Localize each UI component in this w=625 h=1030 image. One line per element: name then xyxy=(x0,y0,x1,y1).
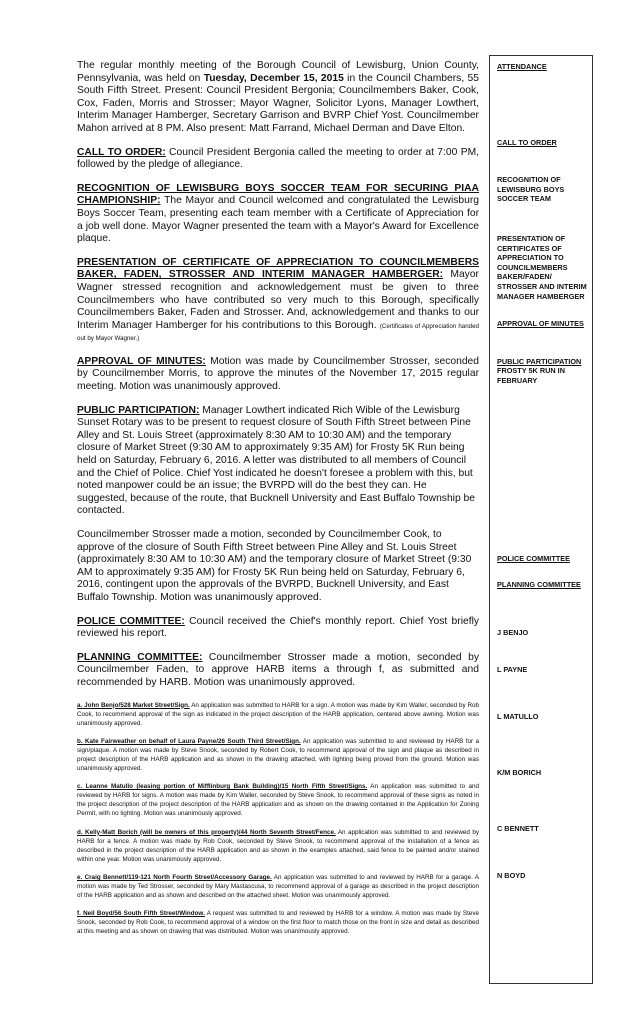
margin-label-attendance: ATTENDANCE xyxy=(497,62,547,71)
margin-label-public-participation: PUBLIC PARTICIPATION FROSTY 5K RUN IN FEBRUARY xyxy=(497,356,582,385)
meeting-date: Tuesday, December 15, 2015 xyxy=(203,72,344,84)
harb-item-d: d. Kelly-Matt Borich (will be owners of this property)/44 North Seventh Street/Fence. An application was submitted to and reviewed by HARB for a fence. A motion was made by Rob Cook, seconded by Steve Snook, to recommend approval of the installation of a fence as described in the project description of the HARB application and as shown in the examples attached, said fence to be painted and/or stained within one year. Motion was unanimously approved. xyxy=(77,828,479,863)
margin-label-planning: PLANNING COMMITTEE xyxy=(497,580,581,590)
margin-label-recognition: RECOGNITION OF LEWISBURG BOYS SOCCER TEAM xyxy=(497,175,565,204)
harb-item-f: f. Neil Boyd/56 South Fifth Street/Window. A request was submitted to and reviewed by HARB for a window. A motion was made by Steve Snook, seconded by Rob Cook, to recommend approval of a window on the first floor to match those on the front in size and detail as described at this meeting and as shown on drawing that was distributed. Motion was unanimously approved. xyxy=(77,910,479,936)
margin-label-payne: L PAYNE xyxy=(497,665,528,675)
margin-label-presentation: PRESENTATION OF CERTIFICATES OF APPRECIATION TO COUNCILMEMBERS BAKER/FADEN/ STROSSER AND INTERIM MANAGER HAMBERGER xyxy=(497,233,587,301)
section-heading: PRESENTATION OF CERTIFICATE OF APPRECIATION TO COUNCILMEMBERS BAKER, FADEN, STROSSER AND INTERIM MANAGER HAMBERGER: xyxy=(77,256,479,281)
harb-item-heading: a. John Benjo/528 Market Street/Sign. xyxy=(77,701,190,709)
harb-item-b: b. Kate Fairweather on behalf of Laura Payne/26 South Third Street/Sign. An application was submitted to and reviewed by HARB for a sign/plaque. A motion was made by Steve Snook, seconded by Robert Cook, to recommend approval of the sign and plaque as described in project description of the HARB application and as shown in the drawing attached, with lighting being proved from the ground. Motion was unanimously approved. xyxy=(77,737,479,773)
planning-committee-paragraph: PLANNING COMMITTEE: Councilmember Strosser made a motion, seconded by Councilmember Faden, to approve HARB items a through f, as submitted and recommended by HARB. Motion was unanimously approved. xyxy=(77,651,479,688)
section-heading: POLICE COMMITTEE: xyxy=(77,615,185,627)
harb-item-e: e. Craig Bennett/119-121 North Fourth Street/Accessory Garage. An application was submitted to and reviewed by HARB for a garage. A motion was made by Ted Strosser, seconded by Mary Mastascusa, to recommend approval of a garage as described in the project description of the HARB application and as shown and described on the attached sheet. Motion was unanimously approved. xyxy=(77,873,480,900)
section-heading: RECOGNITION OF LEWISBURG BOYS SOCCER TEAM FOR SECURING PIAA CHAMPIONSHIP: xyxy=(77,182,479,207)
harb-item-heading: f. Neil Boyd/56 South Fifth Street/Window. xyxy=(77,910,205,918)
frosty-motion-paragraph: Councilmember Strosser made a motion, seconded by Councilmember Cook, to approve of the closure of South Fifth Street between Pine Alley and St. Louis Street (approximately 8:30 AM to 10:30 AM) and the temporary closure of Market Street (9:30 AM to approximately 9:35 AM) for Frosty 5K Run being held on Saturday, February 6, 2016, contingent upon the approvals of the BVRPD, Bucknell University, and East Buffalo Township. Motion was unanimously approved. xyxy=(77,529,472,603)
harb-item-heading: c. Leanne Matullo (leasing portion of Mifflinburg Bank Building)/15 North Fifth Street/Signs. xyxy=(77,783,368,791)
certificates-note: (Certificates of Appreciation handed out by Mayor Wagner.) xyxy=(77,322,479,343)
presentation-paragraph: PRESENTATION OF CERTIFICATE OF APPRECIATION TO COUNCILMEMBERS BAKER, FADEN, STROSSER AND INTERIM MANAGER HAMBERGER: Mayor Wagner stressed recognition and acknowledgement must be given to three Councilmembers who have contributed so very much to this Borough, specifically Councilmembers Baker, Faden and Strosser. And, acknowledgement and thanks to our Interim Manager Hamberger for his contributions to this Borough. (Certificates of Appreciation handed out by Mayor Wagner.) xyxy=(77,256,479,343)
margin-label-borich: K/M BORICH xyxy=(497,768,542,778)
intro-paragraph: The regular monthly meeting of the Borough Council of Lewisburg, Union County, Pennsylvania, was held on Tuesday, December 15, 2015 in the Council Chambers, 55 South Fifth Street. Present: Council President Bergonia; Councilmembers Baker, Cook, Cox, Faden, Morris and Strosser; Mayor Wagner, Solicitor Lyons, Manager Lowthert, Interim Manager Hamberger, Secretary Garrison and BVRP Chief Yost. Councilmember Mahon arrived at 8 PM. Also present: Matt Farrand, Michael Derman and Dave Elton. xyxy=(77,60,479,134)
margin-label-approval-minutes: APPROVAL OF MINUTES xyxy=(497,319,584,329)
margin-index-box xyxy=(489,55,593,984)
harb-item-heading: e. Craig Bennett/119-121 North Fourth Street/Accessory Garage. xyxy=(77,873,272,881)
recognition-paragraph: RECOGNITION OF LEWISBURG BOYS SOCCER TEAM FOR SECURING PIAA CHAMPIONSHIP: The Mayor and Council welcomed and congratulated the Lewisburg Boys Soccer Team, presenting each team member with a Certificate of Appreciation for a job well done. Mayor Wagner presented the team with a Mayor's Award for Excellence plaque. xyxy=(77,182,479,245)
margin-label-call-to-order: CALL TO ORDER xyxy=(497,137,557,147)
margin-label-bennett: C BENNETT xyxy=(497,824,539,834)
harb-item-a: a. John Benjo/528 Market Street/Sign. An application was submitted to HARB for a sign. A motion was made by Kim Waller, seconded by Rob Cook, to recommend approval of the sign as indicated in the project description of the HARB application, centered above awning. Motion was unanimously approved. xyxy=(77,701,480,727)
harb-item-c: c. Leanne Matullo (leasing portion of Mifflinburg Bank Building)/15 North Fifth Street/Signs. An application was submitted to and reviewed by HARB for signs. A motion was made by Kim Waller, seconded by Steve Snook, to recommend approval of these signs as noted in the project description of the project description of the HARB application and as shown on the drawing contained in the Application for Zoning Permit, with no lighting. Motion was unanimously approved. xyxy=(77,783,479,818)
call-to-order-paragraph: CALL TO ORDER: Council President Bergonia called the meeting to order at 7:00 PM, followed by the pledge of allegiance. xyxy=(77,146,480,171)
section-heading: PLANNING COMMITTEE: xyxy=(77,651,203,663)
margin-label-frosty: FROSTY 5K RUN IN FEBRUARY xyxy=(497,366,565,385)
margin-label-boyd: N BOYD xyxy=(497,870,526,880)
section-heading: PUBLIC PARTICIPATION: xyxy=(77,404,200,416)
margin-label-matullo: L MATULLO xyxy=(497,711,539,721)
section-heading: CALL TO ORDER: xyxy=(77,146,166,158)
harb-item-heading: b. Kate Fairweather on behalf of Laura Payne/26 South Third Street/Sign. xyxy=(77,737,301,745)
harb-item-heading: d. Kelly-Matt Borich (will be owners of this property)/44 North Seventh Street/Fence. xyxy=(77,828,336,836)
minutes-main-column xyxy=(77,60,479,946)
margin-label-police: POLICE COMMITTEE xyxy=(497,553,570,563)
margin-label-benjo: J BENJO xyxy=(497,627,529,637)
approval-minutes-paragraph: APPROVAL OF MINUTES: Motion was made by Councilmember Strosser, seconded by Councilmember Morris, to approve the minutes of the November 17, 2015 regular meeting. Motion was unanimously approved. xyxy=(77,355,480,393)
public-participation-paragraph: PUBLIC PARTICIPATION: Manager Lowthert indicated Rich Wible of the Lewisburg Sunset Rotary was to be present to request closure of South Fifth Street between Pine Alley and St. Louis Street (approximately 8:30 AM to 10:30 AM) and the temporary closure of Market Street (9:30 AM to approximately 9:35 AM) for Frosty 5K Run being held on Saturday, February 6, 2016. A letter was distributed to all members of Council and the Chief of Police. Chief Yost indicated he doesn't foresee a problem with this, but noted manpower could be an issue; the BVRPD will do the best they can. He suggested, because of the route, that Bucknell University and East Buffalo Township be contacted. xyxy=(77,404,476,517)
police-committee-paragraph: POLICE COMMITTEE: Council received the Chief's monthly report. Chief Yost briefly reviewed his report. xyxy=(77,615,480,640)
section-heading: APPROVAL OF MINUTES: xyxy=(77,355,206,367)
